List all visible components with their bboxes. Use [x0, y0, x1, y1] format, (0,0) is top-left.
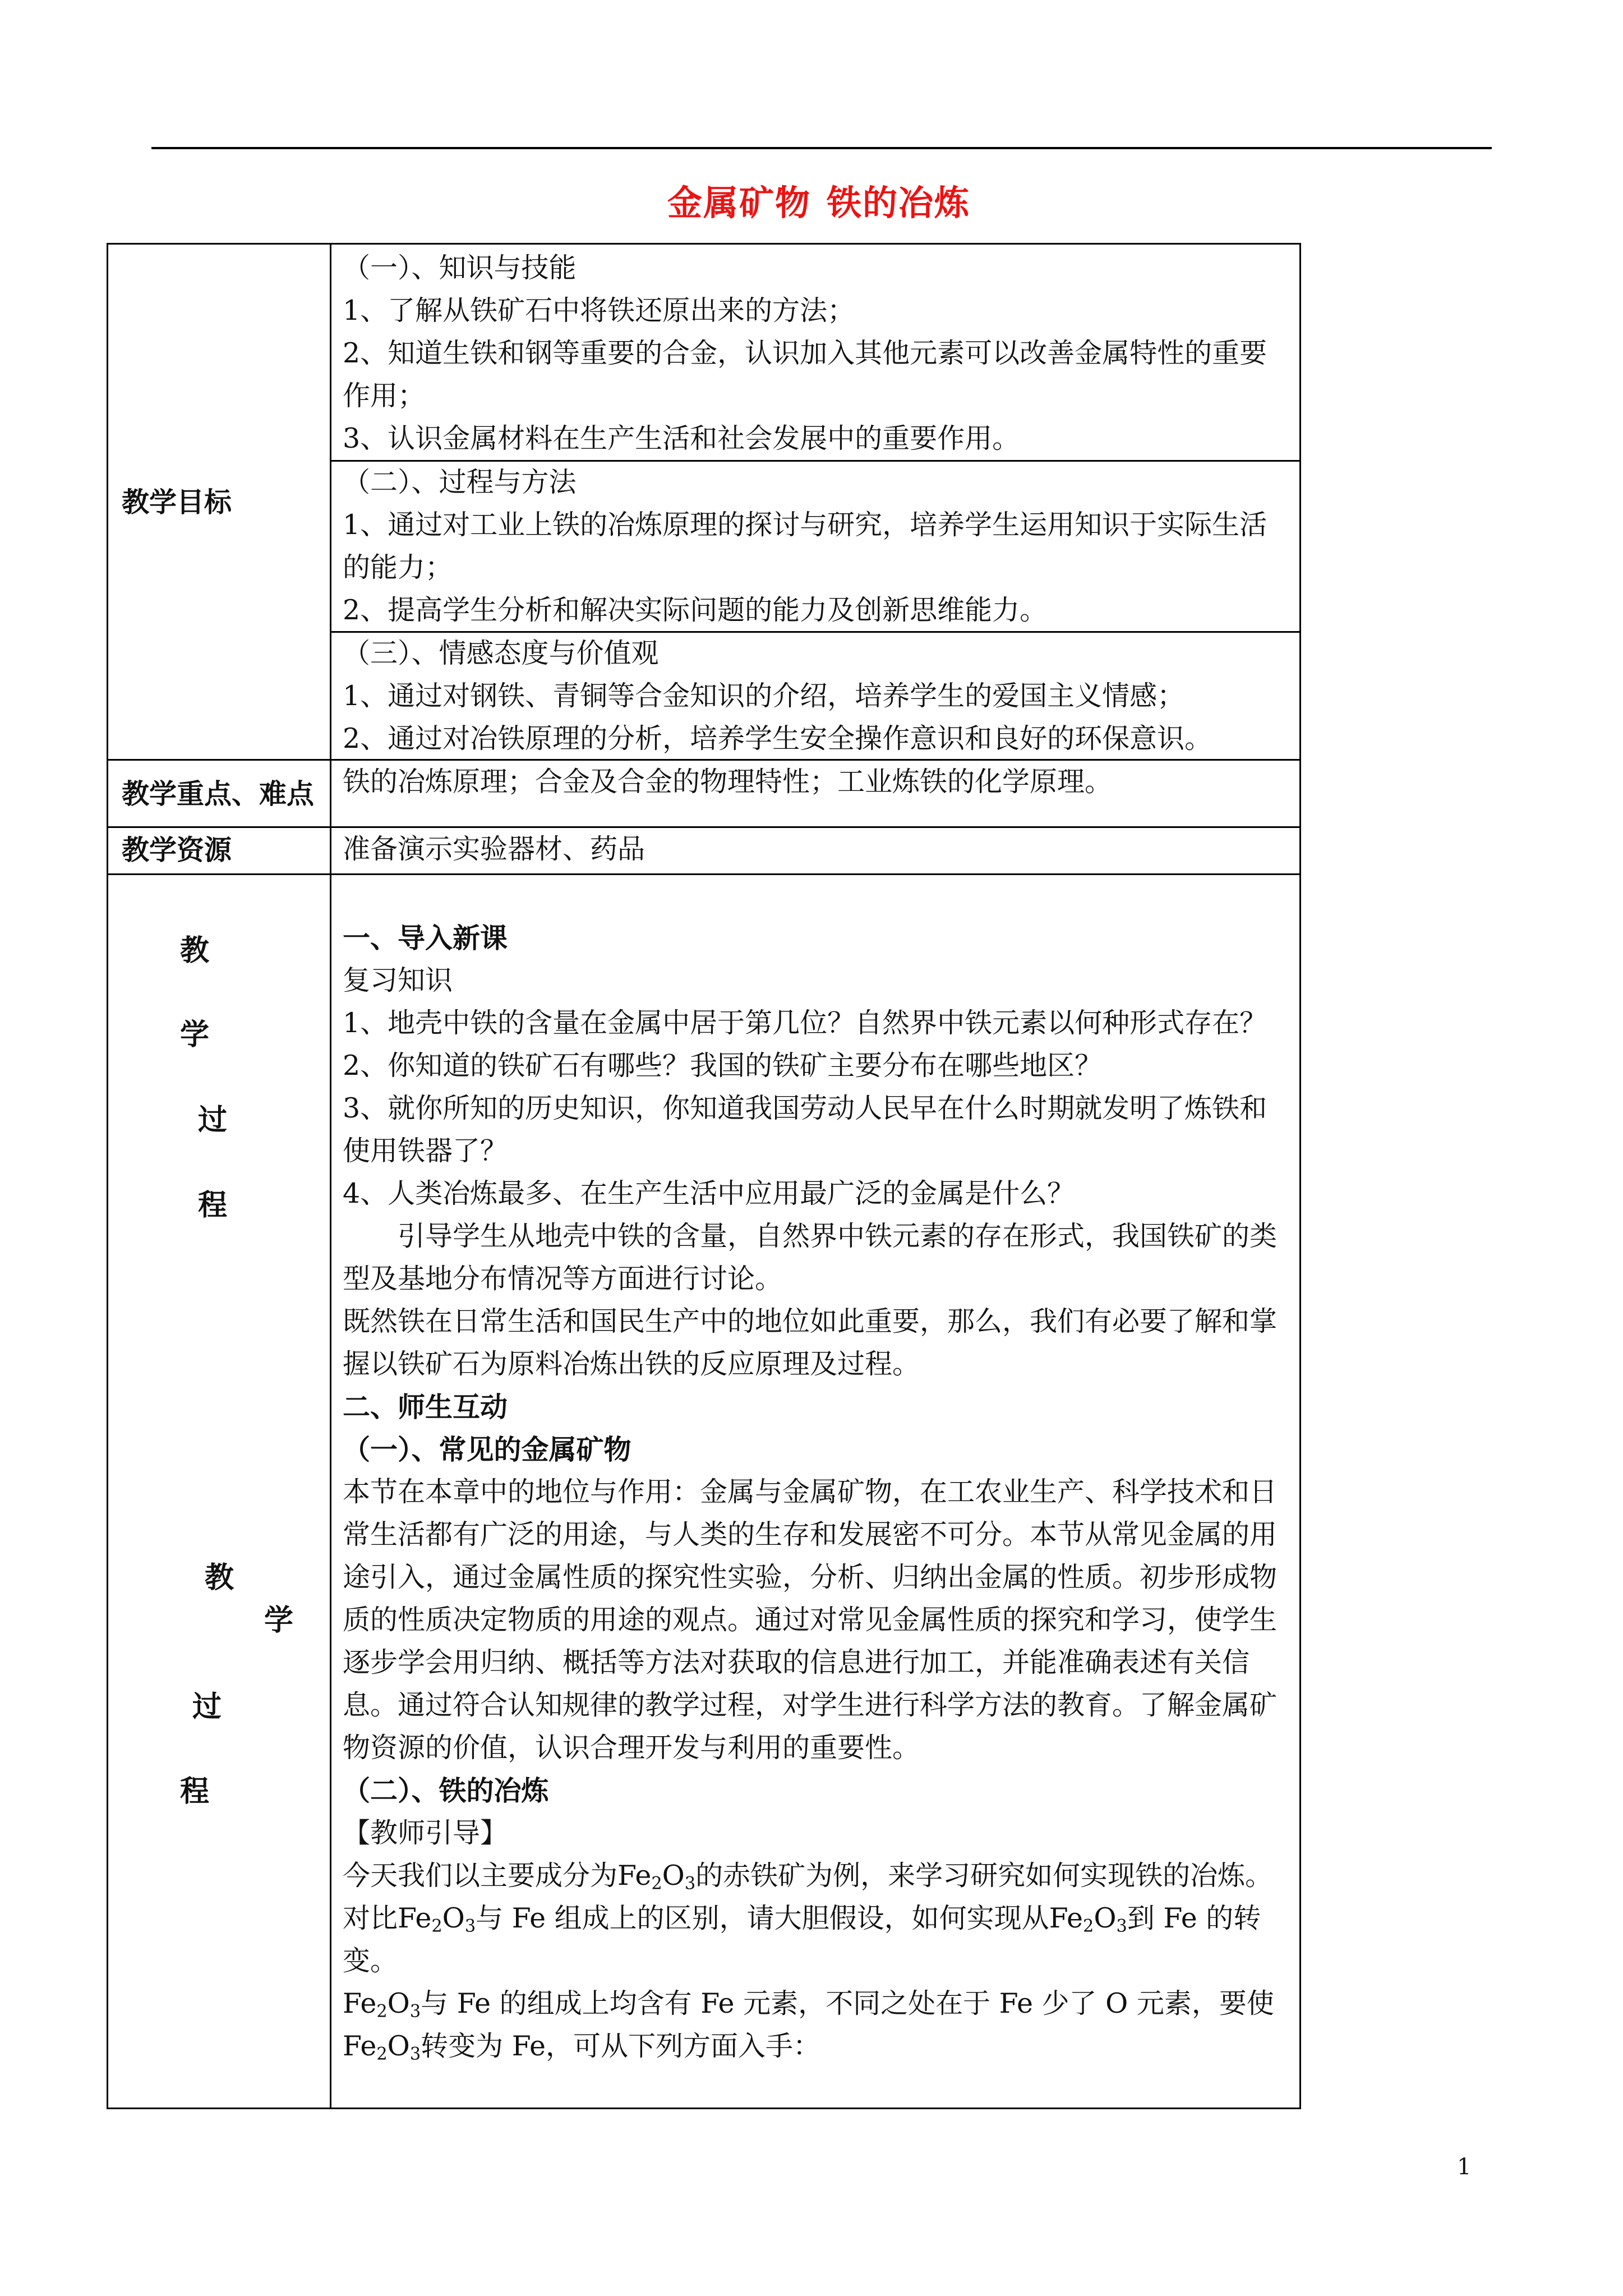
process-label-char: 过 — [198, 1103, 228, 1137]
knowledge-item: 1、了解从铁矿石中将铁还原出来的方法； — [343, 295, 855, 326]
row-divider — [108, 873, 1299, 875]
review-question: 3、就你所知的历史知识，你知道我国劳动人民早在什么时期就发明了炼铁和使用铁器了？ — [343, 1092, 1267, 1167]
interaction-heading: 二、师生互动 — [343, 1391, 508, 1423]
process-label-char: 教 — [205, 1561, 234, 1595]
today-paragraph: 今天我们以主要成分为$Fe_2O_3$的赤铁矿为例，来学习研究如何实现铁的冶炼。 — [343, 1860, 1273, 1894]
formula-fe2o3: $Fe_2O_3$ — [398, 1902, 476, 1936]
review-label: 复习知识 — [343, 964, 453, 996]
compare-paragraph: 对比$Fe_2O_3$与 Fe 组成上的区别，请大胆假设，如何实现从$Fe_2O_3$到 Fe 的转变。 — [343, 1902, 1261, 1977]
resources-text: 准备演示实验器材、药品 — [343, 833, 645, 865]
lesson-plan-table — [107, 243, 1301, 2109]
knowledge-item: 3、认识金属材料在生产生活和社会发展中的重要作用。 — [343, 422, 1020, 454]
review-question: 4、人类冶炼最多、在生产生活中应用最广泛的金属是什么？ — [343, 1177, 1075, 1209]
guide-paragraph: 引导学生从地壳中铁的含量，自然界中铁元素的存在形式，我国铁矿的类型及基地分布情况等方面进行讨论。 — [343, 1220, 1278, 1295]
resources-label: 教学资源 — [122, 834, 232, 866]
attitude-item: 2、通过对冶铁原理的分析，培养学生安全操作意识和良好的环保意识。 — [343, 723, 1212, 754]
process-heading: （二）、过程与方法 — [343, 466, 577, 498]
formula-fe2o3: $Fe_2O_3$ — [343, 2030, 421, 2064]
knowledge-heading: （一）、知识与技能 — [343, 252, 577, 284]
section-role-paragraph: 本节在本章中的地位与作用：金属与金属矿物，在工农业生产、科学技术和日常生活都有广泛的用途，与人类的生存和发展密不可分。本节从常见金属的用途引入，通过金属性质的探究性实验，分析、归纳出金属的性质。初步形成物质的性质决定物质的用途的观点。通过对常见金属性质的探究和学习，使学生逐步学会用归纳、概括等方法对获取的信息进行加工，并能准确表述有关信息。通过符合认知规律的教学过程，对学生进行科学方法的教育。了解金属矿物资源的价值，认识合理开发与利用的重要性。 — [343, 1476, 1278, 1764]
teacher-guide-label: 【教师引导】 — [343, 1817, 508, 1849]
process-item: 2、提高学生分析和解决实际问题的能力及创新思维能力。 — [343, 594, 1048, 626]
intro-heading: 一、导入新课 — [343, 922, 508, 954]
column-divider — [330, 245, 331, 2108]
objectives-label: 教学目标 — [122, 486, 232, 518]
page-number: 1 — [1457, 2154, 1472, 2180]
attitude-values-cell — [343, 632, 1287, 760]
process-label-char: 过 — [192, 1690, 222, 1724]
title-part1: 金属矿物 — [667, 182, 811, 223]
knowledge-skills-cell — [343, 247, 1287, 460]
minerals-heading: （一）、常见的金属矿物 — [343, 1433, 631, 1466]
attitude-item: 1、通过对钢铁、青铜等合金知识的介绍，培养学生的爱国主义情感； — [343, 680, 1185, 712]
keypoints-text: 铁的冶炼原理；合金及合金的物理特性；工业炼铁的化学原理。 — [343, 766, 1113, 798]
both-paragraph: $Fe_2O_3$与 Fe 的组成上均含有 Fe 元素，不同之处在于 Fe 少了 O 元素，要使$Fe_2O_3$转变为 Fe，可从下列方面入手： — [343, 1987, 1274, 2064]
formula-fe2o3: $Fe_2O_3$ — [617, 1860, 696, 1894]
teaching-process-cell — [343, 917, 1287, 2068]
process-label-char: 教 — [180, 933, 210, 968]
process-label-char: 学 — [180, 1018, 210, 1052]
keypoints-label: 教学重点、难点 — [122, 777, 315, 810]
attitude-heading: （三）、情感态度与价值观 — [343, 637, 659, 669]
title-part2: 铁的冶炼 — [827, 182, 971, 223]
formula-fe2o3: $Fe_2O_3$ — [1049, 1902, 1127, 1936]
since-paragraph: 既然铁在日常生活和国民生产中的地位如此重要，那么，我们有必要了解和掌握以铁矿石为原料冶炼出铁的反应原理及过程。 — [343, 1305, 1278, 1380]
process-item: 1、通过对工业上铁的冶炼原理的探讨与研究，培养学生运用知识于实际生活的能力； — [343, 509, 1267, 583]
process-label-char: 程 — [180, 1774, 210, 1809]
review-question: 1、地壳中铁的含量在金属中居于第几位？自然界中铁元素以何种形式存在？ — [343, 1007, 1267, 1039]
knowledge-item: 2、知道生铁和钢等重要的合金，认识加入其他元素可以改善金属特性的重要作用； — [343, 337, 1267, 412]
process-label-char: 学 — [264, 1603, 294, 1637]
header-rule — [151, 147, 1492, 149]
review-question: 2、你知道的铁矿石有哪些？我国的铁矿主要分布在哪些地区？ — [343, 1050, 1103, 1082]
smelting-heading: （二）、铁的冶炼 — [343, 1774, 549, 1807]
formula-fe2o3: $Fe_2O_3$ — [343, 1987, 421, 2022]
process-methods-cell — [343, 461, 1287, 632]
document-title — [0, 175, 1623, 225]
process-label-char: 程 — [198, 1188, 228, 1222]
